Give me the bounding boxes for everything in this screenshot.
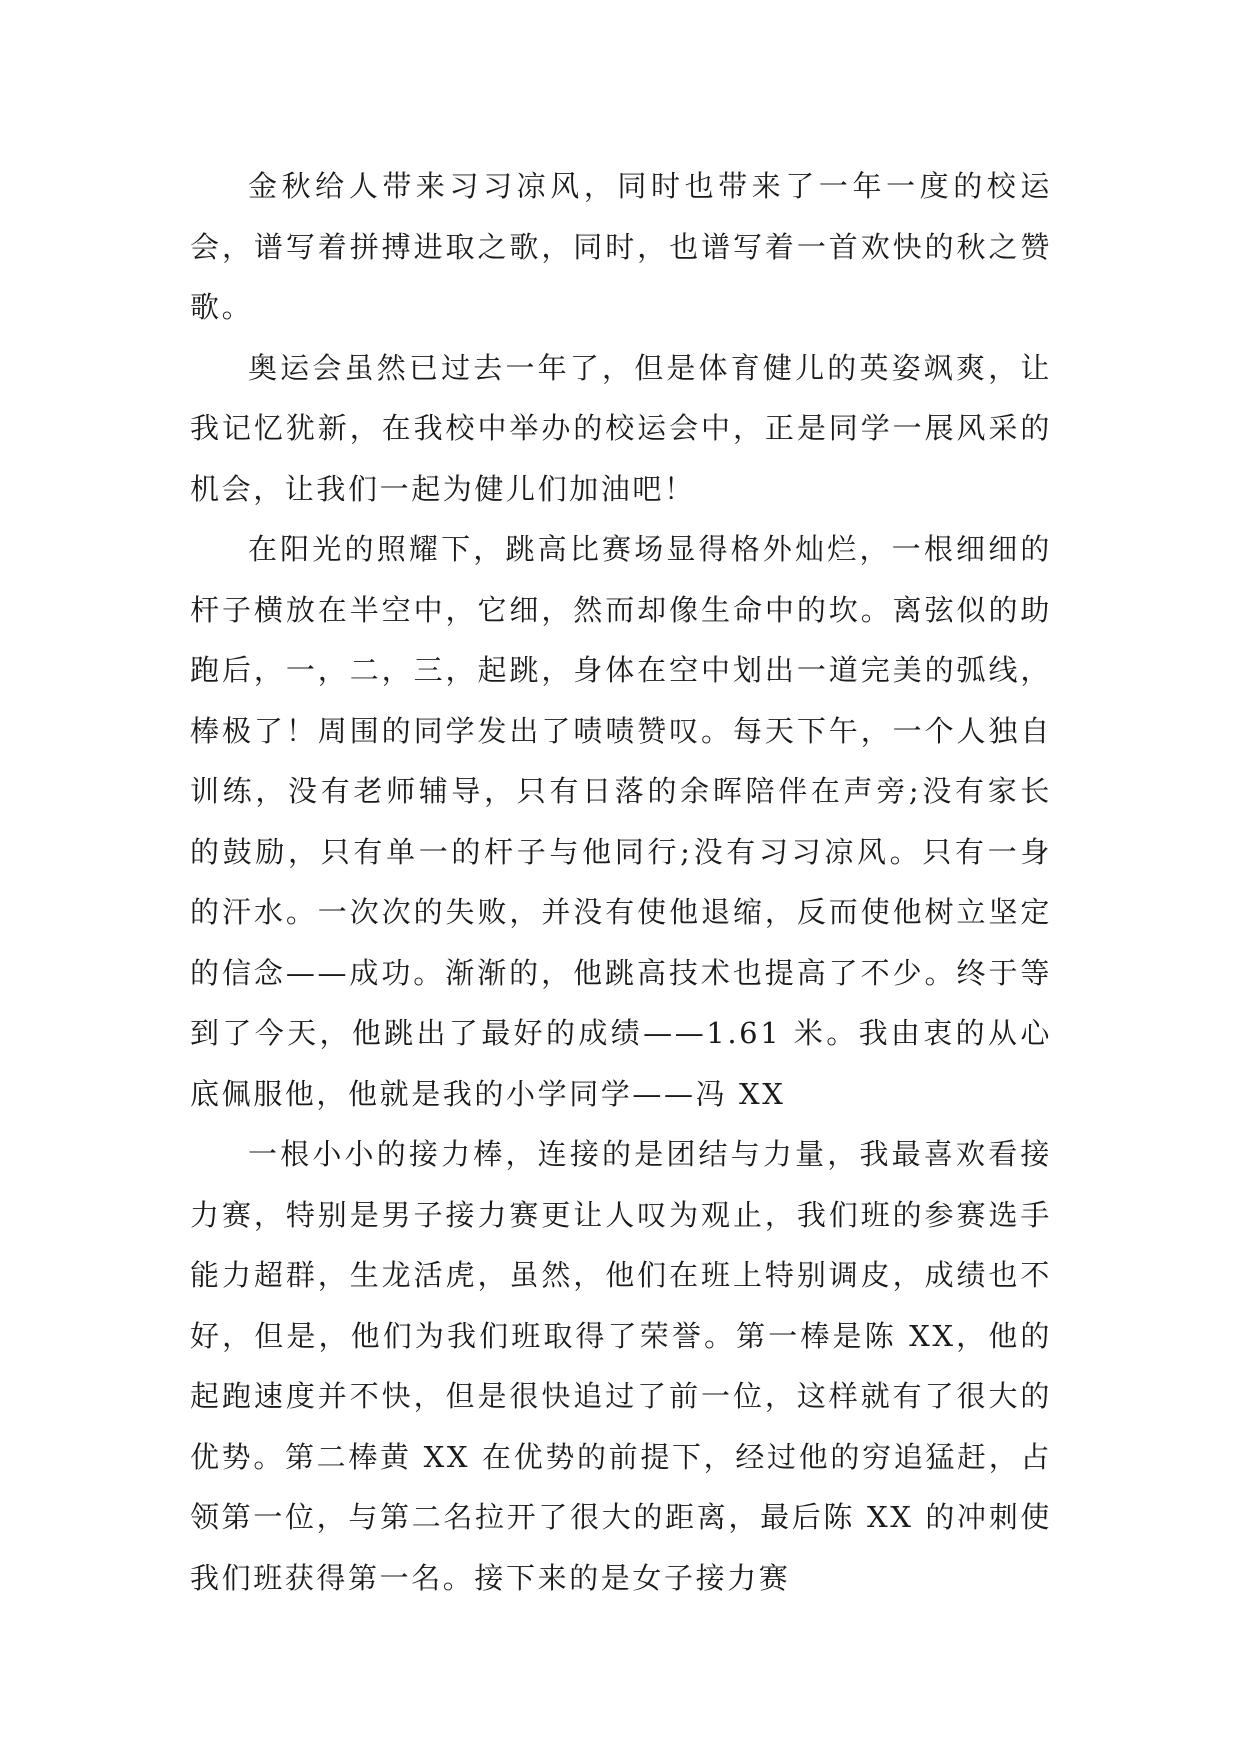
- document-body: [190, 156, 1052, 1608]
- paragraph-2: 奥运会虽然已过去一年了，但是体育健儿的英姿飒爽，让我记忆犹新，在我校中举办的校运会中，正是同学一展风采的机会，让我们一起为健儿们加油吧！: [190, 350, 1052, 506]
- paragraph-3: 在阳光的照耀下，跳高比赛场显得格外灿烂，一根细细的杆子横放在半空中，它细，然而却像生命中的坎。离弦似的助跑后，一，二，三，起跳，身体在空中划出一道完美的弧线，棒极了！周围的同学发出了啧啧赞叹。每天下午，一个人独自训练，没有老师辅导，只有日落的余晖陪伴在声旁;没有家长的鼓励，只有单一的杆子与他同行;没有习习凉风。只有一身的汗水。一次次的失败，并没有使他退缩，反而使他树立坚定的信念——成功。渐渐的，他跳高技术也提高了不少。终于等到了今天，他跳出了最好的成绩——1.61 米。我由衷的从心底佩服他，他就是我的小学同学——冯 XX: [190, 532, 1052, 1111]
- paragraph-4: 一根小小的接力棒，连接的是团结与力量，我最喜欢看接力赛，特别是男子接力赛更让人叹为观止，我们班的参赛选手能力超群，生龙活虎，虽然，他们在班上特别调皮，成绩也不好，但是，他们为我们班取得了荣誉。第一棒是陈 XX，他的起跑速度并不快，但是很快追过了前一位，这样就有了很大的优势。第二棒黄 XX 在优势的前提下，经过他的穷追猛赶，占领第一位，与第二名拉开了很大的距离，最后陈 XX 的冲刺使我们班获得第一名。接下来的是女子接力赛: [190, 1137, 1052, 1595]
- paragraph-1: 金秋给人带来习习凉风，同时也带来了一年一度的校运会，谱写着拼搏进取之歌，同时，也谱写着一首欢快的秋之赞歌。: [190, 169, 1052, 324]
